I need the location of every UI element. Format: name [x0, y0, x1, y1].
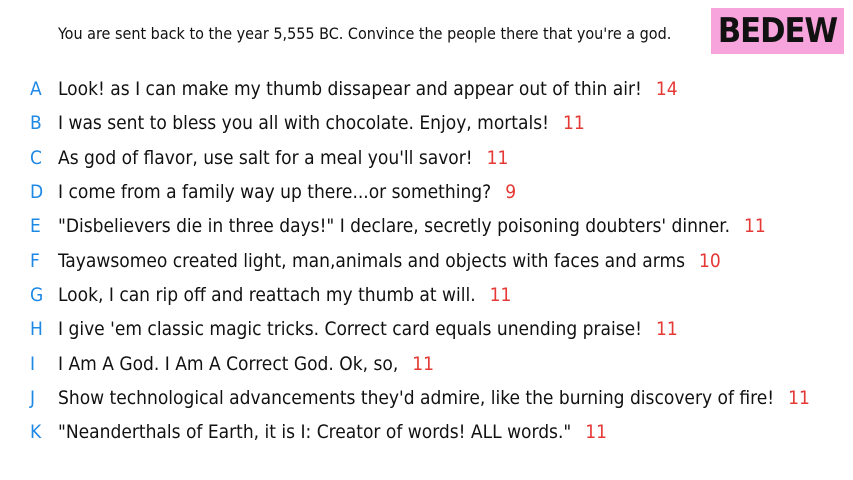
answer-text: Look! as I can make my thumb dissapear and appear out of thin air! [58, 78, 642, 101]
answer-score: 11 [744, 215, 766, 238]
answer-text: "Disbelievers die in three days!" I declare, secretly poisoning doubters' dinner. [58, 215, 730, 238]
answer-text: Look, I can rip off and reattach my thumb at will. [58, 283, 476, 306]
answer-score: 11 [585, 421, 608, 444]
answer-text: "Neanderthals of Earth, it is I: Creator of words! ALL words." [58, 421, 572, 444]
answer-score: 11 [412, 352, 435, 375]
answer-letter: H [30, 318, 43, 341]
answer-letter: F [30, 249, 40, 272]
answer-score: 11 [486, 146, 509, 169]
answer-row [30, 175, 820, 209]
answer-score: 11 [562, 112, 585, 135]
answer-letter: E [30, 215, 41, 238]
answer-row [30, 141, 820, 175]
answer-letter: G [30, 283, 44, 306]
answer-row [30, 346, 820, 380]
answer-row [30, 278, 820, 312]
answer-score: 9 [505, 181, 517, 204]
answer-text: I Am A God. I Am A Correct God. Ok, so, [58, 352, 399, 375]
answer-text: I was sent to bless you all with chocolate. Enjoy, mortals! [58, 112, 549, 135]
answer-text: I give 'em classic magic tricks. Correct card equals unending praise! [58, 318, 642, 341]
prompt-text: You are sent back to the year 5,555 BC. Convince the people there that you're a god. [58, 24, 672, 43]
answer-score: 11 [656, 318, 678, 341]
answer-letter: C [30, 146, 42, 169]
answer-letter: I [30, 352, 36, 375]
answer-row [30, 415, 820, 449]
answer-text: As god of flavor, use salt for a meal you'll savor! [58, 146, 473, 169]
answer-row [30, 106, 820, 140]
answer-letter: D [30, 181, 44, 204]
answer-score: 14 [655, 78, 678, 101]
answer-text: I come from a family way up there...or something? [58, 181, 492, 204]
answer-row [30, 209, 820, 243]
answer-score: 10 [699, 249, 721, 272]
answer-row [30, 312, 820, 346]
answer-letter: K [30, 421, 42, 444]
answer-score: 11 [489, 283, 512, 306]
bedew-logo: BEDEW [711, 8, 844, 54]
answer-list [30, 72, 820, 449]
answer-row [30, 243, 820, 277]
answer-letter: J [30, 386, 36, 409]
answer-text: Show technological advancements they'd admire, like the burning discovery of fire! [58, 386, 775, 409]
answer-score: 11 [788, 386, 810, 409]
answer-letter: A [30, 78, 42, 101]
answer-row [30, 381, 820, 415]
answer-text: Tayawsomeo created light, man,animals and objects with faces and arms [58, 249, 685, 272]
answer-letter: B [30, 112, 42, 135]
answer-row [30, 72, 820, 106]
